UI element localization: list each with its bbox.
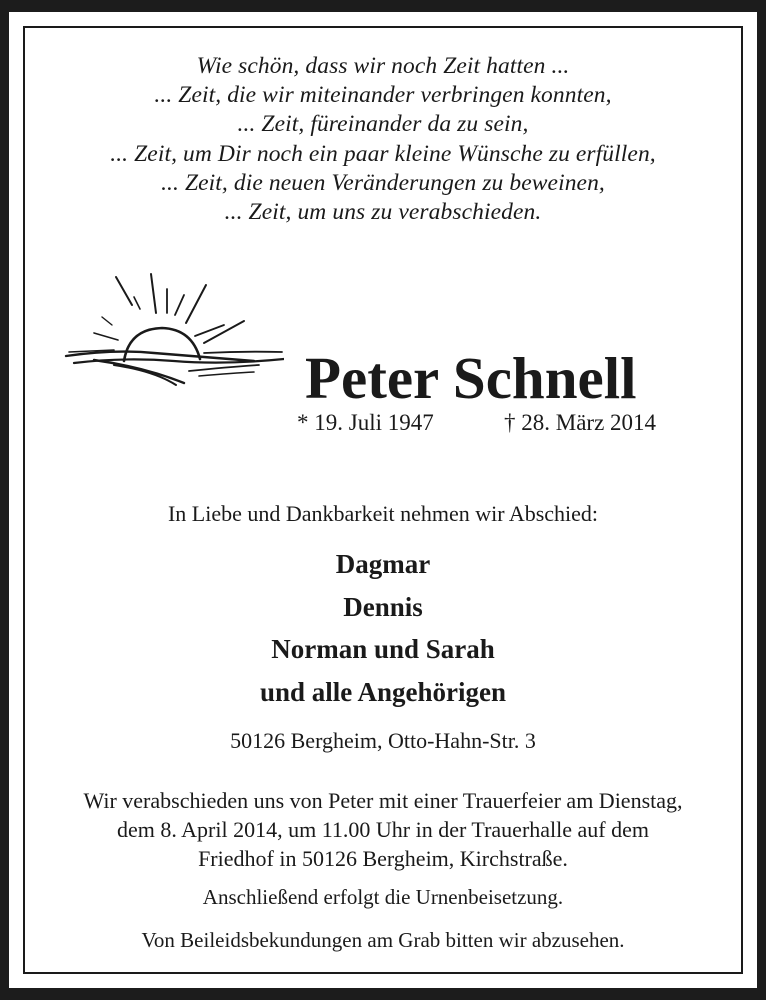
service-details — [9, 786, 757, 873]
service-line: Wir verabschieden uns von Peter mit einer Trauerfeier am Dienstag, — [83, 788, 683, 813]
poem-line: ... Zeit, füreinander da zu sein, — [237, 111, 529, 138]
urn-notice: Anschließend erfolgt die Urnenbeisetzung. — [202, 885, 564, 909]
birth-date: * 19. Juli 1947 — [297, 410, 434, 435]
service-line: dem 8. April 2014, um 11.00 Uhr in der Trauerhalle auf dem — [117, 817, 649, 842]
poem-line: ... Zeit, um Dir noch ein paar kleine Wünsche zu erfüllen, — [110, 140, 656, 167]
obituary-notice — [9, 12, 757, 988]
mourner-name: und alle Angehörigen — [259, 676, 507, 707]
deceased-name: Peter Schnell — [305, 345, 637, 411]
address: 50126 Bergheim, Otto-Hahn-Str. 3 — [230, 728, 536, 753]
condolence-notice: Von Beileidsbekundungen am Grab bitten wir abzusehen. — [141, 928, 625, 952]
poem-line: ... Zeit, um uns zu verabschieden. — [224, 199, 542, 226]
mourners-list — [9, 543, 757, 713]
poem-line: Wie schön, dass wir noch Zeit hatten ... — [196, 53, 570, 79]
death-date: † 28. März 2014 — [504, 410, 657, 435]
farewell-intro: In Liebe und Dankbarkeit nehmen wir Abschied: — [167, 501, 599, 526]
mourner-name: Dagmar — [335, 549, 431, 579]
mourner-name: Dennis — [343, 591, 423, 622]
sunrise-icon — [54, 257, 284, 397]
poem-line: ... Zeit, die neuen Veränderungen zu beweinen, — [161, 169, 605, 196]
mourner-name: Norman und Sarah — [271, 634, 495, 664]
poem — [9, 52, 757, 227]
service-line: Friedhof in 50126 Bergheim, Kirchstraße. — [198, 846, 568, 871]
poem-line: ... Zeit, die wir miteinander verbringen konnten, — [154, 82, 612, 109]
